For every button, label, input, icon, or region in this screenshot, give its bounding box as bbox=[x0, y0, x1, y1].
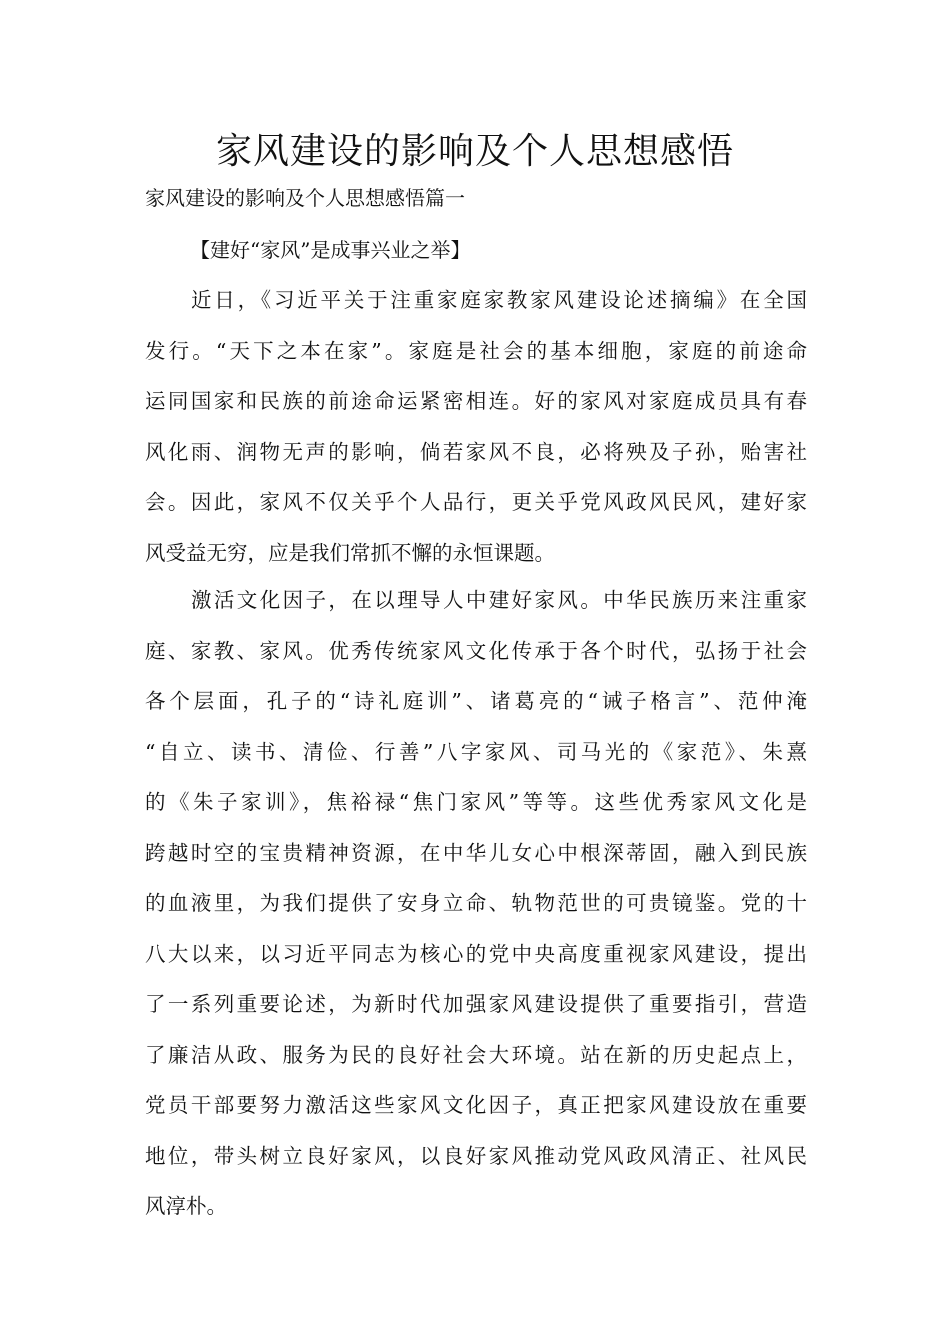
paragraph-line: 的血液里，为我们提供了安身立命、轨物范世的可贵镜鉴。党的十 bbox=[145, 891, 807, 915]
paragraph-line: 庭、家教、家风。优秀传统家风文化传承于各个时代，弘扬于社会 bbox=[145, 638, 807, 663]
paragraph-line: 了廉洁从政、服务为民的良好社会大环境。站在新的历史起点上， bbox=[145, 1042, 807, 1067]
paragraph-line: 的《朱子家训》，焦裕禄“焦门家风”等等。这些优秀家风文化是 bbox=[145, 790, 807, 814]
paragraph-line: 激活文化因子，在以理导人中建好家风。中华民族历来注重家 bbox=[191, 588, 807, 612]
paragraph-line: 运同国家和民族的前途命运紧密相连。好的家风对家庭成员具有春 bbox=[145, 389, 807, 413]
paragraph-line: 风淳朴。 bbox=[145, 1194, 227, 1218]
paragraph-line: 跨越时空的宝贵精神资源，在中华儿女心中根深蒂固，融入到民族 bbox=[145, 840, 807, 865]
paragraph-line: 各个层面，孔子的“诗礼庭训”、诸葛亮的“诫子格言”、范仲淹 bbox=[145, 689, 807, 713]
paragraph-line: 风化雨、润物无声的影响，倘若家风不良，必将殃及子孙，贻害社 bbox=[145, 439, 807, 464]
paragraph-line: 风受益无穷，应是我们常抓不懈的永恒课题。 bbox=[145, 540, 555, 565]
paragraph-line: 地位，带头树立良好家风，以良好家风推动党风政风清正、社风民 bbox=[145, 1143, 807, 1168]
paragraph-line: 党员干部要努力激活这些家风文化因子，真正把家风建设放在重要 bbox=[145, 1093, 807, 1117]
document-title: 家风建设的影响及个人思想感悟 bbox=[215, 131, 734, 172]
paragraph-1 bbox=[145, 275, 807, 578]
section-heading: 【建好“家风”是成事兴业之举】 bbox=[190, 238, 471, 262]
document-subtitle: 家风建设的影响及个人思想感悟篇一 bbox=[145, 186, 465, 210]
paragraph-line: 近日，《习近平关于注重家庭家教家风建设论述摘编》在全国 bbox=[191, 288, 807, 312]
paragraph-line: 会。因此，家风不仅关乎个人品行，更关乎党风政风民风，建好家 bbox=[145, 490, 807, 514]
paragraph-line: 发行。“天下之本在家”。家庭是社会的基本细胞，家庭的前途命 bbox=[145, 338, 807, 363]
paragraph-line: 了一系列重要论述，为新时代加强家风建设提供了重要指引，营造 bbox=[145, 992, 807, 1016]
paragraph-line: 八大以来，以习近平同志为核心的党中央高度重视家风建设，提出 bbox=[145, 941, 807, 966]
paragraph-2 bbox=[145, 575, 807, 1232]
paragraph-line: “自立、读书、清俭、行善”八字家风、司马光的《家范》、朱熹 bbox=[145, 739, 807, 764]
